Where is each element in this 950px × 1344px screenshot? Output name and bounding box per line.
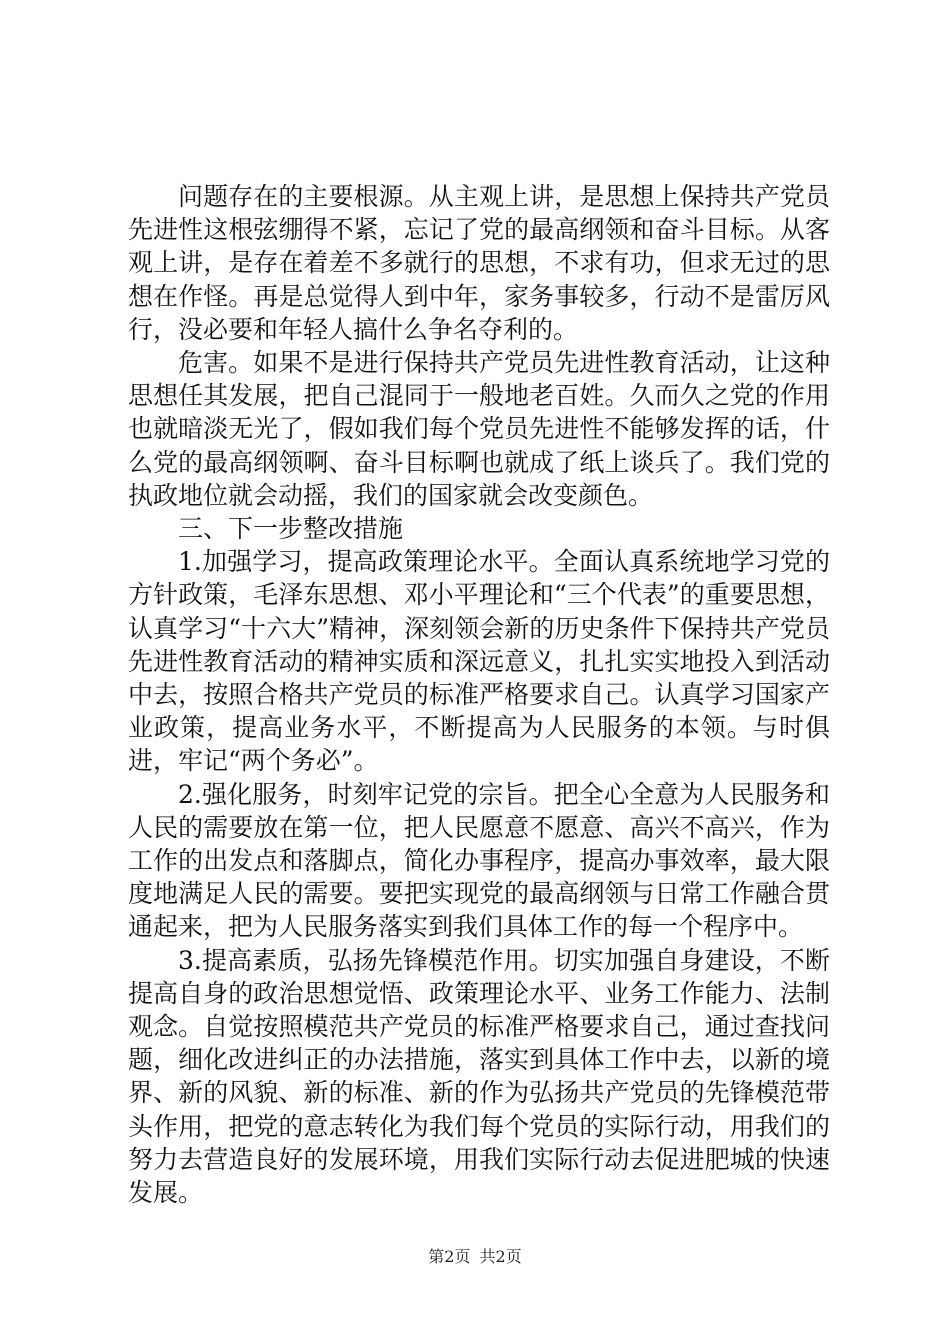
page-footer [0, 1244, 950, 1267]
paragraph-measure-2: 2.强化服务，时刻牢记党的宗旨。把全心全意为人民服务和人民的需要放在第一位，把人民愿意不愿意、高兴不高兴，作为工作的出发点和落脚点，简化办事程序，提高办事效率，最大限度地满足人民的需要。要把实现党的最高纲领与日常工作融合贯通起来，把为人民服务落实到我们具体工作的每一个程序中。 [128, 779, 830, 942]
section-heading-next-steps: 三、下一步整改措施 [178, 514, 404, 544]
page-number-current: 第2页 [428, 1247, 471, 1266]
paragraph-measure-3: 3.提高素质，弘扬先锋模范作用。切实加强自身建设，不断提高自身的政治思想觉悟、政策理论水平、业务工作能力、法制观念。自觉按照模范共产党员的标准严格要求自己，通过查找问题，细化改进纠正的办法措施，落实到具体工作中去，以新的境界、新的风貌、新的标准、新的作为弘扬共产党员的先锋模范带头作用，把党的意志转化为我们每个党员的实际行动，用我们的努力去营造良好的发展环境，用我们实际行动去促进肥城的快速发展。 [128, 945, 830, 1208]
page-number-total: 共2页 [479, 1247, 522, 1266]
paragraph-harm: 危害。如果不是进行保持共产党员先进性教育活动，让这种思想任其发展，把自己混同于一般地老百姓。久而久之党的作用也就暗淡无光了，假如我们每个党员先进性不能够发挥的话，什么党的最高纲领啊、奋斗目标啊也就成了纸上谈兵了。我们党的执政地位就会动摇，我们的国家就会改变颜色。 [128, 348, 830, 510]
paragraph-root-cause: 问题存在的主要根源。从主观上讲，是思想上保持共产党员先进性这根弦绷得不紧，忘记了党的最高纲领和奋斗目标。从客观上讲，是存在着差不多就行的思想，不求有功，但求无过的思想在作怪。再是总觉得人到中年，家务事较多，行动不是雷厉风行，没必要和年轻人搞什么争名夺利的。 [128, 182, 830, 344]
paragraph-measure-1: 1.加强学习，提高政策理论水平。全面认真系统地学习党的方针政策，毛泽东思想、邓小平理论和“三个代表”的重要思想，认真学习“十六大”精神，深刻领会新的历史条件下保持共产党员先进性教育活动的精神实质和深远意义，扎扎实实地投入到活动中去，按照合格共产党员的标准严格要求自己。认真学习国家产业政策，提高业务水平，不断提高为人民服务的本领。与时俱进，牢记“两个务必”。 [128, 547, 830, 776]
document-body [128, 180, 830, 1209]
